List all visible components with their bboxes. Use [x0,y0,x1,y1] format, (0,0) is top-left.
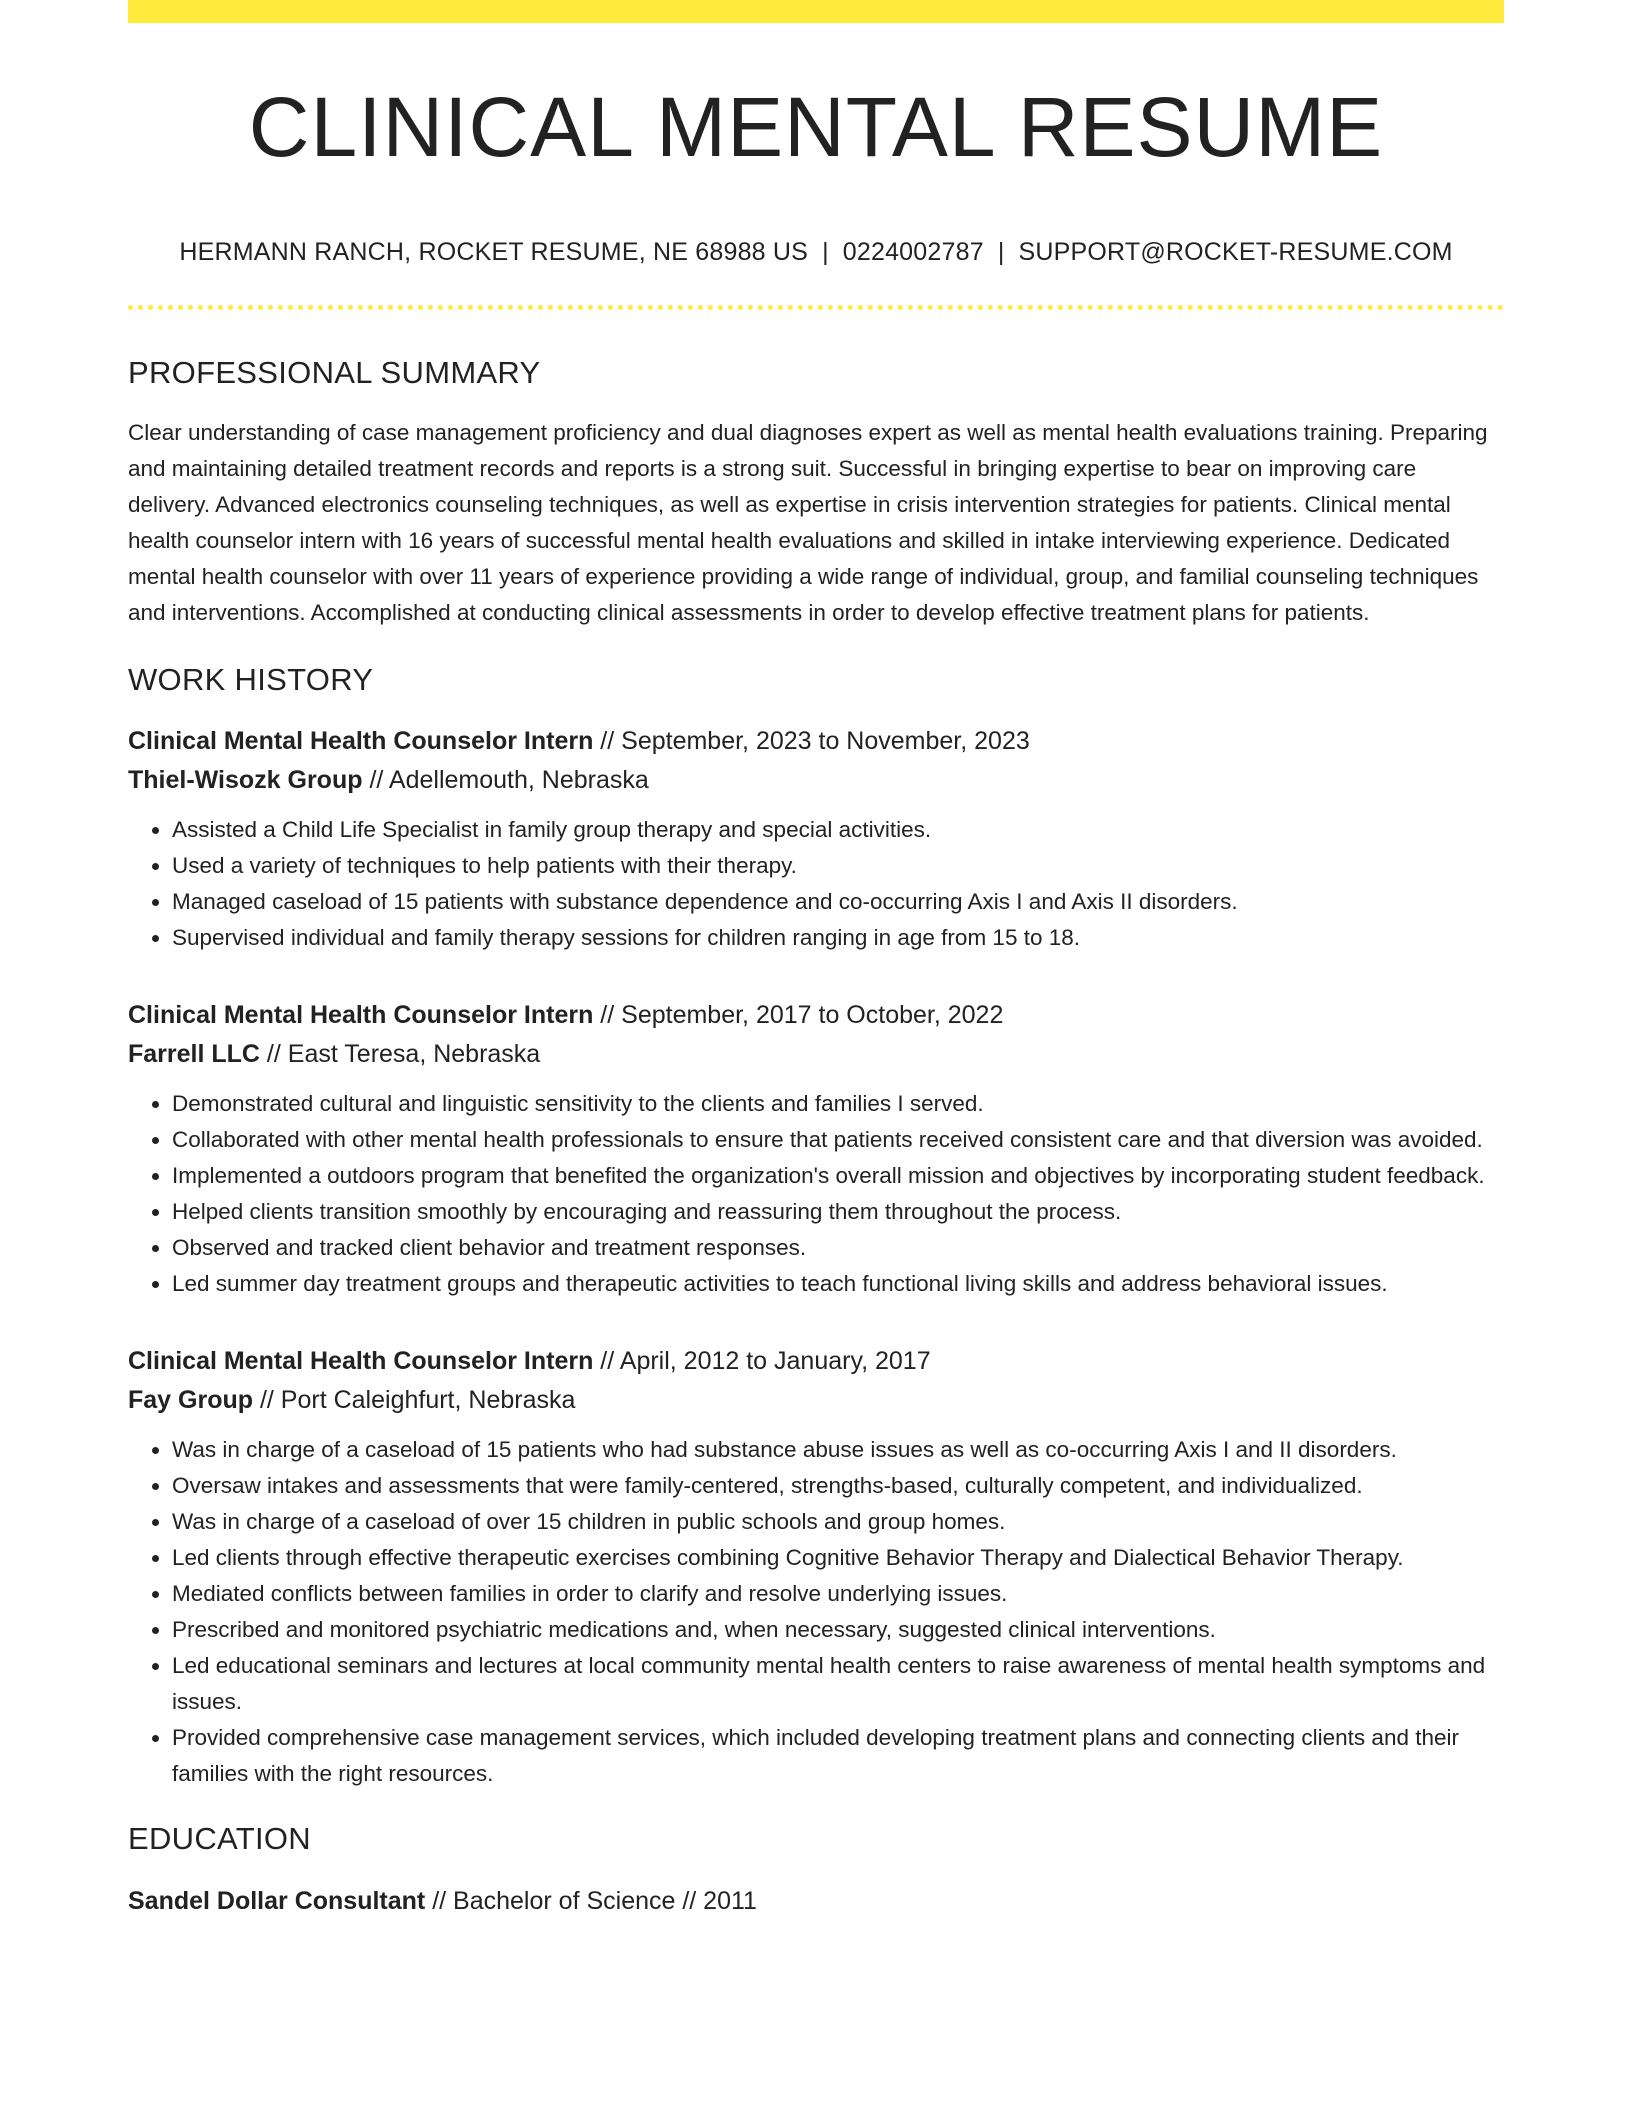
education-heading: EDUCATION [128,1821,311,1857]
summary-heading: PROFESSIONAL SUMMARY [128,355,541,390]
list-item: • Used a variety of techniques to help patients with their therapy. [172,848,1504,884]
list-item: • Oversaw intakes and assessments that were family-centered, strengths-based, culturally competent, and individualized. [172,1468,1504,1504]
list-item: • Implemented a outdoors program that benefited the organization's overall mission and objectives by incorporating student feedback. [172,1158,1504,1194]
job-dates: // September, 2017 to October, 2022 [593,1001,1004,1030]
list-item: • Assisted a Child Life Specialist in family group therapy and special activities. [172,812,1504,848]
job-role: Clinical Mental Health Counselor Intern [128,1347,594,1376]
job-location: // East Teresa, Nebraska [259,1040,541,1069]
resume-page [128,0,1504,1921]
work-history-heading: WORK HISTORY [128,662,374,698]
top-accent-bar [128,0,1504,23]
list-item: • Led summer day treatment groups and therapeutic activities to teach functional living skills and address behavioral issues. [172,1266,1504,1302]
list-item: • Provided comprehensive case management services, which included developing treatment plans and connecting clients and their families with the right resources. [172,1720,1504,1792]
job-title-line [128,1342,1504,1381]
job-company: Thiel-Wisozk Group [128,766,363,795]
job-location: // Port Caleighfurt, Nebraska [253,1386,576,1415]
list-item: • Prescribed and monitored psychiatric medications and, when necessary, suggested clinical interventions. [172,1612,1504,1648]
contact-email: SUPPORT@ROCKET-RESUME.COM [1018,238,1453,266]
summary-text: Clear understanding of case management proficiency and dual diagnoses expert as well as mental health evaluations training. Preparing and maintaining detailed treatment records and reports is a strong suit. Successful in bringing expertise to bear on improving care delivery. Advanced electronics counseling techniques, as well as expertise in crisis intervention strategies for patients. Clinical mental health counselor intern with 16 years of successful mental health evaluations and skilled in intake interviewing experience. Dedicated mental health counselor with over 11 years of experience providing a wide range of individual, group, and familial counseling techniques and interventions. Accomplished at conducting clinical assessments in order to develop effective treatment plans for patients. [128,420,1488,626]
job-bullets [128,1432,1504,1792]
list-item: • Was in charge of a caseload of over 15 children in public schools and group homes. [172,1504,1504,1540]
job-entry [128,996,1504,1302]
list-item: • Led educational seminars and lectures at local community mental health centers to raise awareness of mental health symptoms and issues. [172,1648,1504,1720]
job-company: Farrell LLC [128,1040,260,1069]
job-company: Fay Group [128,1386,254,1415]
list-item: • Managed caseload of 15 patients with substance dependence and co-occurring Axis I and Axis II disorders. [172,884,1504,920]
job-title-line [128,722,1504,761]
contact-phone: 0224002787 [842,238,984,266]
list-item: • Demonstrated cultural and linguistic sensitivity to the clients and families I served. [172,1086,1504,1122]
job-bullets [128,1086,1504,1302]
list-item: • Observed and tracked client behavior and treatment responses. [172,1230,1504,1266]
job-bullets [128,812,1504,956]
education-degree: // Bachelor of Science // 2011 [425,1886,757,1915]
contact-separator: | [822,238,829,266]
job-role: Clinical Mental Health Counselor Intern [128,1001,594,1030]
dotted-divider [128,305,1504,310]
job-dates: // April, 2012 to January, 2017 [593,1347,931,1376]
job-location: // Adellemouth, Nebraska [362,766,649,795]
job-company-line [128,1035,1504,1074]
contact-line [128,237,1504,267]
education-school: Sandel Dollar Consultant [128,1886,426,1915]
contact-address: HERMANN RANCH, ROCKET RESUME, NE 68988 US [179,238,809,266]
list-item: • Led clients through effective therapeutic exercises combining Cognitive Behavior Therapy and Dialectical Behavior Therapy. [172,1540,1504,1576]
job-entry [128,1342,1504,1792]
list-item: • Was in charge of a caseload of 15 patients who had substance abuse issues as well as co-occurring Axis I and II disorders. [172,1432,1504,1468]
job-company-line [128,1381,1504,1420]
job-entry [128,722,1504,956]
resume-title: CLINICAL MENTAL RESUME [248,80,1384,174]
job-dates: // September, 2023 to November, 2023 [593,727,1030,756]
list-item: • Mediated conflicts between families in order to clarify and resolve underlying issues. [172,1576,1504,1612]
list-item: • Helped clients transition smoothly by encouraging and reassuring them throughout the process. [172,1194,1504,1230]
list-item: • Collaborated with other mental health professionals to ensure that patients received consistent care and that diversion was avoided. [172,1122,1504,1158]
contact-separator: | [997,238,1005,266]
job-title-line [128,996,1504,1035]
job-role: Clinical Mental Health Counselor Intern [128,727,594,756]
education-line [128,1882,1504,1921]
list-item: • Supervised individual and family therapy sessions for children ranging in age from 15 to 18. [172,920,1504,956]
job-company-line [128,761,1504,800]
